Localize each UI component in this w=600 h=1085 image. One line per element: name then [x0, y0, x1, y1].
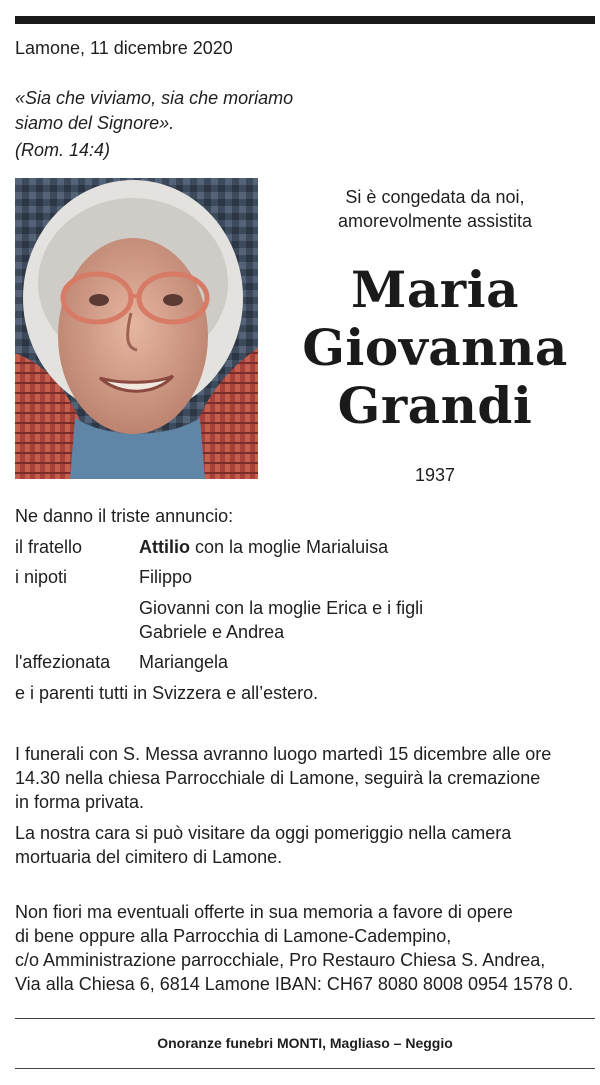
quote-reference: (Rom. 14:4): [15, 140, 111, 160]
relative-value: [139, 535, 559, 559]
quote-line-2: siamo del Signore».: [15, 113, 175, 133]
funeral-line-2: 14.30 nella chiesa Parrocchiale di Lamone, seguirà la cremazione: [15, 768, 541, 788]
relative-detail: Mariangela: [139, 652, 229, 672]
funeral-line-1: I funerali con S. Messa avranno luogo martedì 15 dicembre alle ore: [15, 744, 552, 764]
donations-line-2: di bene oppure alla Parrocchia di Lamone-Cadempino,: [15, 926, 452, 946]
donations-line-4: Via alla Chiesa 6, 6814 Lamone IBAN: CH67 8080 8008 0954 1578 0.: [15, 974, 574, 994]
relative-label: il fratello: [15, 537, 83, 557]
name-line-3: Grandi: [337, 376, 533, 435]
donations-line-1: Non fiori ma eventuali offerte in sua memoria a favore di opere: [15, 902, 513, 922]
quote-line-1: «Sia che viviamo, sia che moriamo: [15, 88, 294, 108]
birth-year: 1937: [414, 465, 456, 485]
deceased-block: [300, 185, 570, 486]
top-border-bar: [15, 16, 595, 24]
portrait-image: [15, 178, 258, 479]
relative-detail: Giovanni con la moglie Erica e i figli: [139, 598, 424, 618]
donations-info: [15, 900, 590, 996]
footer-divider-bottom: [15, 1068, 595, 1069]
funeral-home-credit: Onoranze funebri MONTI, Magliaso – Neggio: [157, 1035, 453, 1051]
visit-line-2: mortuaria del cimitero di Lamone.: [15, 847, 283, 867]
relative-detail: Filippo: [139, 567, 193, 587]
footer-divider-top: [15, 1018, 595, 1019]
relative-label: i nipoti: [15, 567, 68, 587]
name-line-2: Giovanna: [302, 318, 568, 377]
intro-line-1: Si è congedata da noi,: [345, 187, 525, 207]
intro-text: [300, 185, 570, 233]
funeral-info: [15, 742, 590, 814]
name-line-1: Maria: [351, 260, 519, 319]
deceased-name: [300, 261, 570, 435]
visit-line-1: La nostra cara si può visitare da oggi pomeriggio nella camera: [15, 823, 512, 843]
announcement-heading: Ne danno il triste annuncio:: [15, 506, 234, 526]
visit-info: [15, 821, 590, 869]
scripture-quote: [15, 86, 293, 163]
relative-detail: con la moglie Marialuisa: [190, 537, 389, 557]
place-date: Lamone, 11 dicembre 2020: [15, 38, 233, 58]
relatives-closing: e i parenti tutti in Svizzera e all’estero.: [15, 683, 319, 703]
relative-label: l'affezionata: [15, 652, 111, 672]
intro-line-2: amorevolmente assistita: [337, 211, 533, 231]
funeral-line-3: in forma privata.: [15, 792, 145, 812]
relative-name: Attilio: [139, 537, 190, 557]
portrait-photo: [15, 178, 258, 479]
relative-detail: Gabriele e Andrea: [139, 622, 285, 642]
donations-line-3: c/o Amministrazione parrocchiale, Pro Restauro Chiesa S. Andrea,: [15, 950, 546, 970]
